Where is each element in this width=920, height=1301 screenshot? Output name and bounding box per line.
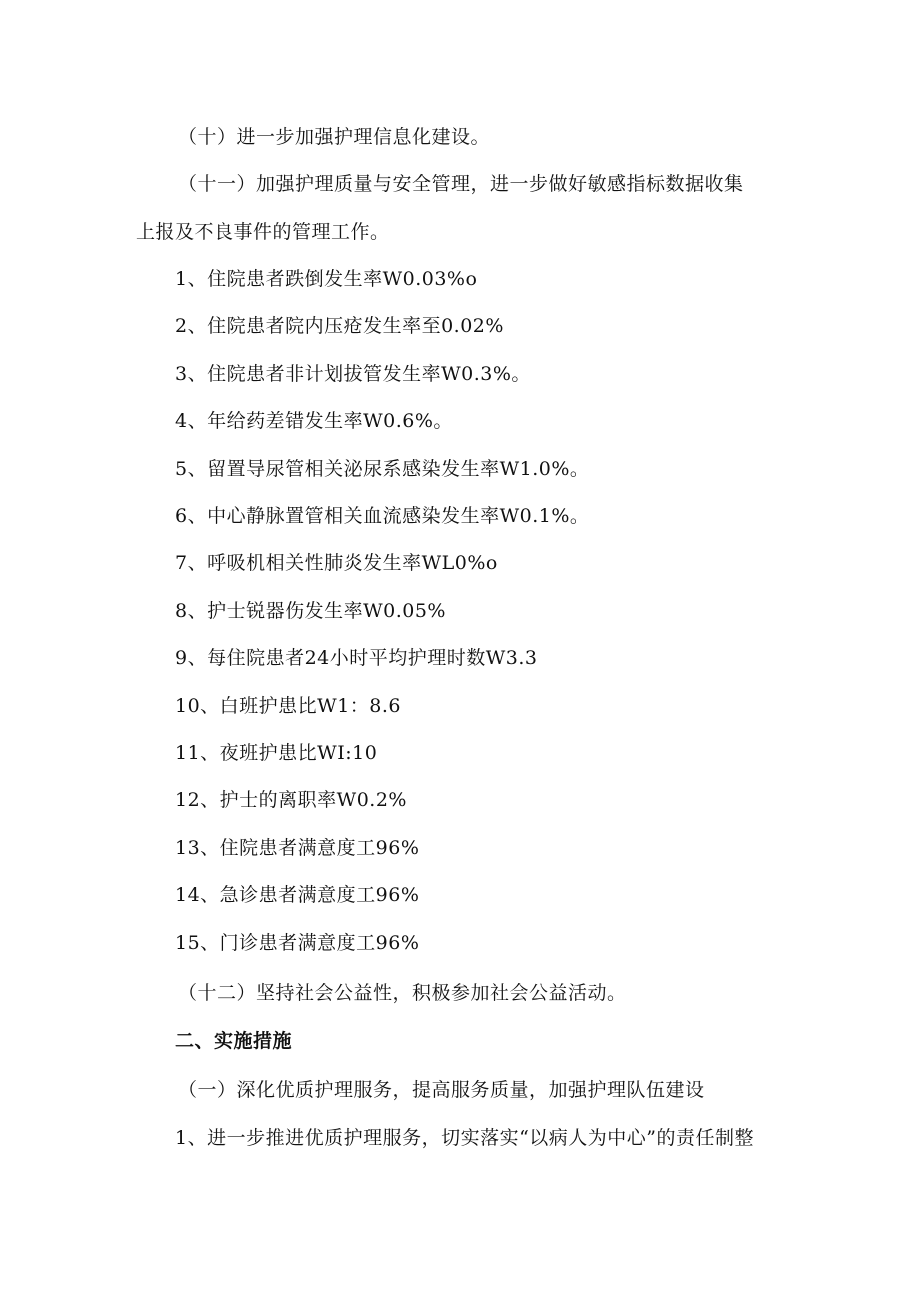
indicator-item: 10、白班护患比W1：8.6 [175,695,402,717]
indicator-item: 5、留置导尿管相关泌尿系感染发生率W1.0%。 [175,458,590,480]
indicator-item: 15、门诊患者满意度工96% [175,932,420,954]
paragraph-10: （十）进一步加强护理信息化建设。 [178,126,491,148]
indicator-item: 2、住院患者院内压疮发生率至0.02% [175,315,504,337]
indicator-item: 1、住院患者跌倒发生率W0.03%o [175,268,478,290]
indicator-item: 6、中心静脉置管相关血流感染发生率W0.1%。 [175,505,590,527]
paragraph-11-line-2: 上报及不良事件的管理工作。 [136,221,390,243]
indicator-item: 14、急诊患者满意度工96% [175,884,420,906]
indicator-item: 11、夜班护患比WI:10 [175,742,378,764]
indicator-item: 3、住院患者非计划拔管发生率W0.3%。 [175,363,531,385]
indicator-item: 9、每住院患者24小时平均护理时数W3.3 [175,647,538,669]
indicator-item: 12、护士的离职率W0.2% [175,789,407,811]
indicator-item: 8、护士锐器伤发生率W0.05% [175,600,446,622]
indicator-item: 13、住院患者满意度工96% [175,837,420,859]
paragraph-11-line-1: （十一）加强护理质量与安全管理，进一步做好敏感指标数据收集 [178,173,744,195]
indicator-item: 7、呼吸机相关性肺炎发生率WL0%o [175,552,498,574]
section-heading: 二、实施措施 [175,1030,293,1052]
item-1-text: 1、进一步推进优质护理服务，切实落实“以病人为中心”的责任制整 [175,1127,755,1149]
indicator-item: 4、年给药差错发生率W0.6%。 [175,410,453,432]
subsection-heading: （一）深化优质护理服务，提高服务质量，加强护理队伍建设 [178,1079,705,1101]
paragraph-12: （十二）坚持社会公益性，积极参加社会公益活动。 [178,982,627,1004]
